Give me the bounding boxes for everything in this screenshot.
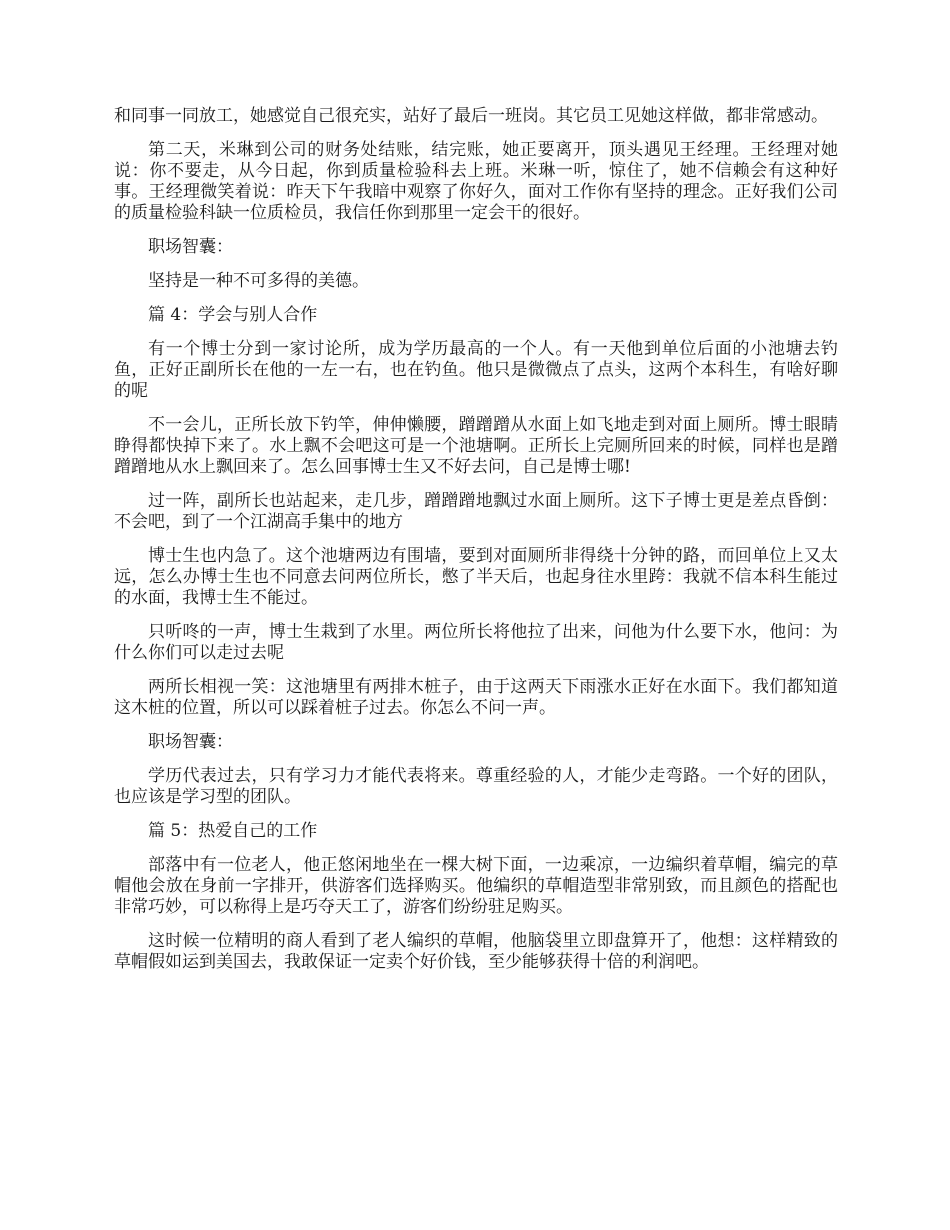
paragraph: 两所长相视一笑：这池塘里有两排木桩子，由于这两天下雨涨水正好在水面下。我们都知道这木桩的位置，所以可以踩着桩子过去。你怎么不问一声。 [114,677,838,718]
paragraph: 只听咚的一声，博士生栽到了水里。两位所长将他拉了出来，问他为什么要下水，他问：为什么你们可以走过去呢 [114,622,838,663]
section-heading: 篇 5：热爱自己的工作 [148,821,318,841]
paragraph: 过一阵，副所长也站起来，走几步，蹭蹭蹭地飘过水面上厕所。这下子博士更是差点昏倒：不会吧，到了一个江湖高手集中的地方 [114,491,838,532]
paragraph: 这时候一位精明的商人看到了老人编织的草帽，他脑袋里立即盘算开了，他想：这样精致的草帽假如运到美国去，我敢保证一定卖个好价钱，至少能够获得十倍的利润吧。 [114,931,838,972]
paragraph: 有一个博士分到一家讨论所，成为学历最高的一个人。有一天他到单位后面的小池塘去钓鱼，正好正副所长在他的一左一右，也在钓鱼。他只是微微点了点头，这两个本科生，有啥好聊的呢 [114,339,838,401]
paragraph: 博士生也内急了。这个池塘两边有围墙，要到对面厕所非得绕十分钟的路，而回单位上又太远，怎么办博士生也不同意去问两位所长，憋了半天后，也起身往水里跨：我就不信本科生能过的水面，我博士生不能过。 [114,546,838,608]
section-heading: 篇 4：学会与别人合作 [148,305,318,325]
paragraph: 学历代表过去，只有学习力才能代表将来。尊重经验的人，才能少走弯路。一个好的团队，也应该是学习型的团队。 [114,766,838,807]
paragraph: 不一会儿，正所长放下钓竿，伸伸懒腰，蹭蹭蹭从水面上如飞地走到对面上厕所。博士眼睛睁得都快掉下来了。水上飘不会吧这可是一个池塘啊。正所长上完厕所回来的时候，同样也是蹭蹭蹭地从水上飘回来了。怎么回事博士生又不好去问，自己是博士哪! [114,415,838,477]
paragraph: 坚持是一种不可多得的美德。 [148,271,369,291]
section-note-label: 职场智囊： [148,237,233,257]
paragraph: 第二天，米琳到公司的财务处结账，结完账，她正要离开，顶头遇见王经理。王经理对她说：你不要走，从今日起，你到质量检验科去上班。米琳一听，惊住了，她不信赖会有这种好事。王经理微笑着说：昨天下午我暗中观察了你好久，面对工作你有坚持的理念。正好我们公司的质量检验科缺一位质检员，我信任你到那里一定会干的很好。 [114,140,838,223]
paragraph: 部落中有一位老人，他正悠闲地坐在一棵大树下面，一边乘凉，一边编织着草帽，编完的草帽他会放在身前一字排开，供游客们选择购买。他编织的草帽造型非常别致，而且颜色的搭配也非常巧妙，可以称得上是巧夺天工了，游客们纷纷驻足购买。 [114,855,838,917]
paragraph-continuation: 和同事一同放工，她感觉自己很充实，站好了最后一班岗。其它员工见她这样做，都非常感动。 [114,106,828,126]
document-body [114,106,838,986]
section-note-label: 职场智囊： [148,732,233,752]
